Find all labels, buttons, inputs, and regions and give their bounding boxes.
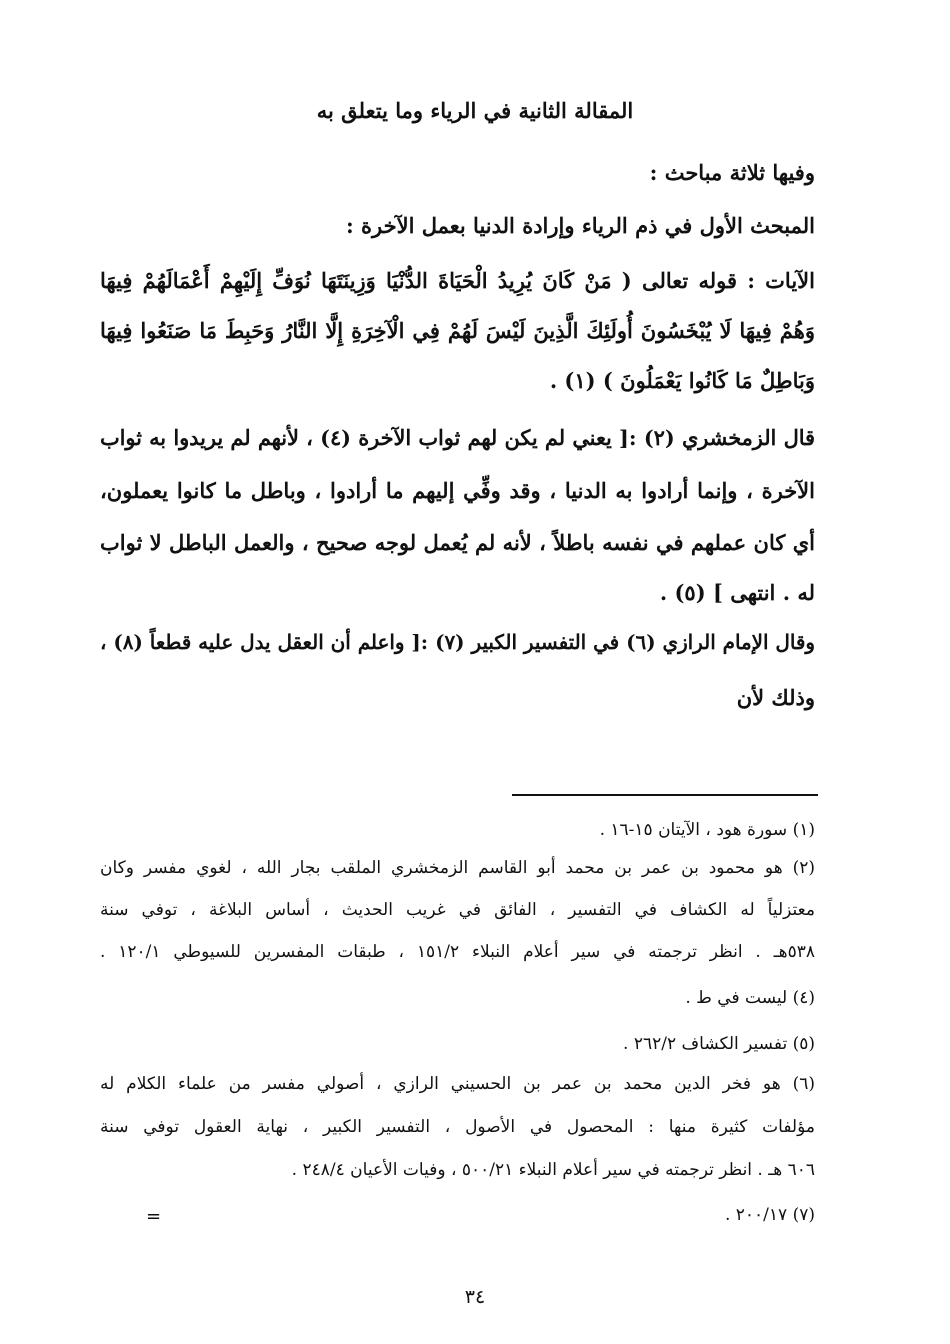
verse-line: الآيات : قوله تعالى ( مَنْ كَانَ يُرِيدُ الْحَيَاةَ الدُّنْيَا وَزِينَتَهَا نُوَفِّ إِلَيْهِمْ أَعْمَالَهُمْ فِيهَا: [100, 268, 815, 293]
paragraph-line: له . انتهى ] (٥) .: [659, 580, 815, 605]
footnote: (٦) هو فخر الدين محمد بن عمر بن الحسيني الرازي ، أصولي مفسر من علماء الكلام له: [100, 1074, 815, 1094]
footnote: ٥٣٨هـ . انظر ترجمته في سير أعلام النبلاء ١٥١/٢ ، طبقات المفسرين للسيوطي ١٢٠/١ .: [100, 942, 816, 962]
footnote: ٦٠٦ هـ . انظر ترجمته في سير أعلام النبلاء ٥٠٠/٢١ ، وفيات الأعيان ٢٤٨/٤ .: [291, 1160, 815, 1180]
verse-line: وَبَاطِلٌ مَا كَانُوا يَعْمَلُونَ ) (١) .: [549, 368, 815, 393]
footnote: (٢) هو محمود بن عمر بن محمد أبو القاسم الزمخشري الملقب بجار الله ، لغوي مفسر وكان: [100, 858, 815, 878]
article-title: المقالة الثانية في الرياء وما يتعلق به: [316, 98, 634, 123]
section-heading: المبحث الأول في ذم الرياء وإرادة الدنيا بعمل الآخرة :: [345, 213, 815, 238]
footnote: مؤلفات كثيرة منها : المحصول في الأصول ، التفسير الكبير ، نهاية العقول توفي سنة: [100, 1117, 815, 1137]
page-number: ٣٤: [464, 1286, 486, 1308]
footnote: (٥) تفسير الكشاف ٢٦٢/٢ .: [623, 1034, 815, 1054]
footnote: معتزلياً له الكشاف في التفسير ، الفائق في غريب الحديث ، أساس البلاغة ، توفي سنة: [100, 900, 815, 920]
footnote: (١) سورة هود ، الآيتان ١٥-١٦ .: [599, 820, 815, 840]
paragraph-line: قال الزمخشري (٢) :[ يعني لم يكن لهم ثواب الآخرة (٤) ، لأنهم لم يريدوا به ثواب: [100, 425, 815, 450]
paragraph-line: الآخرة ، وإنما أرادوا به الدنيا ، وقد وفِّي إليهم ما أرادوا ، وباطل ما كانوا يعملون،: [100, 478, 815, 503]
intro-line: وفيها ثلاثة مباحث :: [649, 160, 815, 185]
paragraph-line: وذلك لأن: [736, 685, 815, 710]
continuation-mark: =: [146, 1206, 162, 1227]
footnote: (٤) ليست في ط .: [685, 988, 815, 1008]
footnote: (٧) ٢٠٠/١٧ .: [724, 1205, 815, 1225]
paragraph-line: وقال الإمام الرازي (٦) في التفسير الكبير (٧) :[ واعلم أن العقل يدل عليه قطعاً (٨) ،: [100, 630, 815, 654]
footnote-separator: [512, 794, 818, 796]
verse-line: وَهُمْ فِيهَا لَا يُبْخَسُونَ أُولَئِكَ الَّذِينَ لَيْسَ لَهُمْ فِي الْآخِرَةِ إِلَّا النَّارُ وَحَبِطَ مَا صَنَعُوا فِيهَا: [100, 318, 815, 343]
paragraph-line: أي كان عملهم في نفسه باطلاً ، لأنه لم يُعمل لوجه صحيح ، والعمل الباطل لا ثواب: [100, 530, 815, 555]
